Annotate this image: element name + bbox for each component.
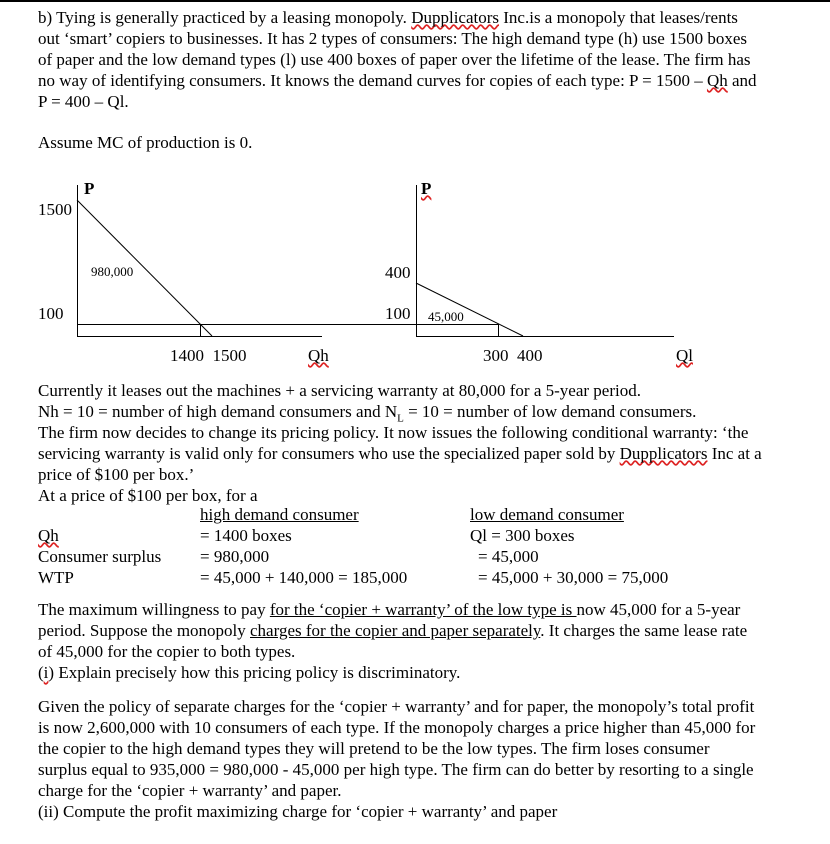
- text-line: [38, 662, 460, 683]
- text-segment: b) Tying is generally practiced by a leasing monopoly.: [38, 8, 412, 27]
- text-segment: surplus equal to 935,000 = 980,000 - 45,000 per high type. The firm can do better by resorting to a single: [38, 760, 754, 779]
- text-segment: price of $100 per box.’: [38, 465, 195, 484]
- text-line: [38, 641, 295, 662]
- text-line: [38, 759, 754, 780]
- row-low-cs: = 45,000: [478, 547, 539, 566]
- left-x-ticks: 1400 1500: [170, 346, 247, 365]
- text-line: [38, 620, 747, 641]
- text-line: [38, 738, 710, 759]
- text-segment: out ‘smart’ copiers to businesses. It has 2 types of consumers: The high demand type (h) use 1500 boxes: [38, 29, 747, 48]
- left-area-label: 980,000: [91, 264, 134, 279]
- text-segment: and: [727, 71, 757, 90]
- text-line: [38, 696, 754, 717]
- text-segment: for the ‘copier + warranty’ of the low type is: [269, 600, 577, 619]
- right-y-top-label: 400: [385, 263, 411, 282]
- row-high-cs: = 980,000: [200, 547, 270, 566]
- row-label-wtp: WTP: [38, 568, 74, 587]
- text-segment: At a price of $100 per box, for a: [38, 486, 258, 505]
- text-line: [38, 464, 194, 485]
- text-segment: now 45,000 for a 5-year: [576, 600, 741, 619]
- text-segment: of paper and the low demand types (l) use 400 boxes of paper over the lifetime of the lease. The firm has: [38, 50, 751, 69]
- text-segment: ) Explain precisely how this pricing policy is discriminatory.: [48, 663, 461, 682]
- right-area-label: 45,000: [428, 309, 464, 324]
- row-low-wtp: = 45,000 + 30,000 = 75,000: [478, 568, 669, 587]
- text-segment: Nh = 10 = number of high demand consumers and N: [38, 402, 398, 421]
- text-segment: is now 2,600,000 with 10 consumers of each type. If the monopoly charges a price higher than 45,000 for: [38, 718, 756, 737]
- right-x-label: Ql: [676, 346, 693, 365]
- right-p-label: P: [421, 179, 432, 198]
- text-segment: Given the policy of separate charges for the ‘copier + warranty’ and for paper, the monopoly’s total profit: [38, 697, 755, 716]
- left-y-price-label: 100: [38, 304, 64, 323]
- text-segment: . It charges the same lease rate: [540, 621, 748, 640]
- text-segment: servicing warranty is valid only for consumers who use the specialized paper sold by: [38, 444, 620, 463]
- text-line: [38, 599, 740, 620]
- text-line: [38, 717, 755, 738]
- text-segment: the copier to the high demand types they will pretend to be the low types. The firm loses consumer: [38, 739, 710, 758]
- text-segment: Currently it leases out the machines + a servicing warranty at 80,000 for a 5-year period.: [38, 381, 641, 400]
- left-y-top-label: 1500: [38, 200, 72, 219]
- text-segment: Dupplicators: [411, 8, 500, 27]
- text-line: [38, 801, 557, 822]
- row-high-wtp: = 45,000 + 140,000 = 185,000: [200, 568, 408, 587]
- text-segment: Inc at a: [707, 444, 762, 463]
- row-label-qh: Qh: [38, 526, 59, 545]
- left-x-label: Qh: [308, 346, 329, 365]
- header-low: low demand consumer: [470, 505, 624, 524]
- right-x-ticks: 300 400: [483, 346, 543, 365]
- text-segment: period. Suppose the monopoly: [38, 621, 251, 640]
- text-line: [38, 485, 258, 506]
- text-segment: Inc.is a monopoly that leases/rents: [499, 8, 738, 27]
- text-line: [38, 380, 641, 401]
- text-segment: The maximum willingness to pay: [38, 600, 270, 619]
- text-segment: no way of identifying consumers. It knows the demand curves for copies of each type: P = 1500 –: [38, 71, 707, 90]
- text-line: [38, 422, 748, 443]
- assumption-text: Assume MC of production is 0.: [38, 133, 253, 152]
- text-line: [38, 443, 762, 464]
- text-segment: charge for the ‘copier + warranty’ and paper.: [38, 781, 342, 800]
- text-line: [38, 780, 341, 801]
- text-segment: P = 400 – Ql.: [38, 92, 129, 111]
- left-p-label: P: [84, 179, 95, 198]
- text-segment: (ii) Compute the profit maximizing charge for ‘copier + warranty’ and paper: [38, 802, 558, 821]
- text-segment: The firm now decides to change its pricing policy. It now issues the following conditional warranty: ‘the: [38, 423, 749, 442]
- row-label-cs: Consumer surplus: [38, 547, 162, 566]
- text-segment: (: [38, 663, 44, 682]
- text-segment: Qh: [706, 71, 728, 90]
- text-segment: = 10 = number of low demand consumers.: [403, 402, 697, 421]
- row-high-qh: = 1400 boxes: [200, 526, 292, 545]
- text-segment: of 45,000 for the copier to both types.: [38, 642, 296, 661]
- row-low-qh: Ql = 300 boxes: [470, 526, 575, 545]
- text-segment: Dupplicators: [619, 444, 708, 463]
- right-y-price-label: 100: [385, 304, 411, 323]
- text-segment: L: [397, 412, 404, 425]
- text-segment: charges for the copier and paper separately: [250, 621, 541, 640]
- text-segment: i: [43, 663, 49, 682]
- header-high: high demand consumer: [200, 505, 359, 524]
